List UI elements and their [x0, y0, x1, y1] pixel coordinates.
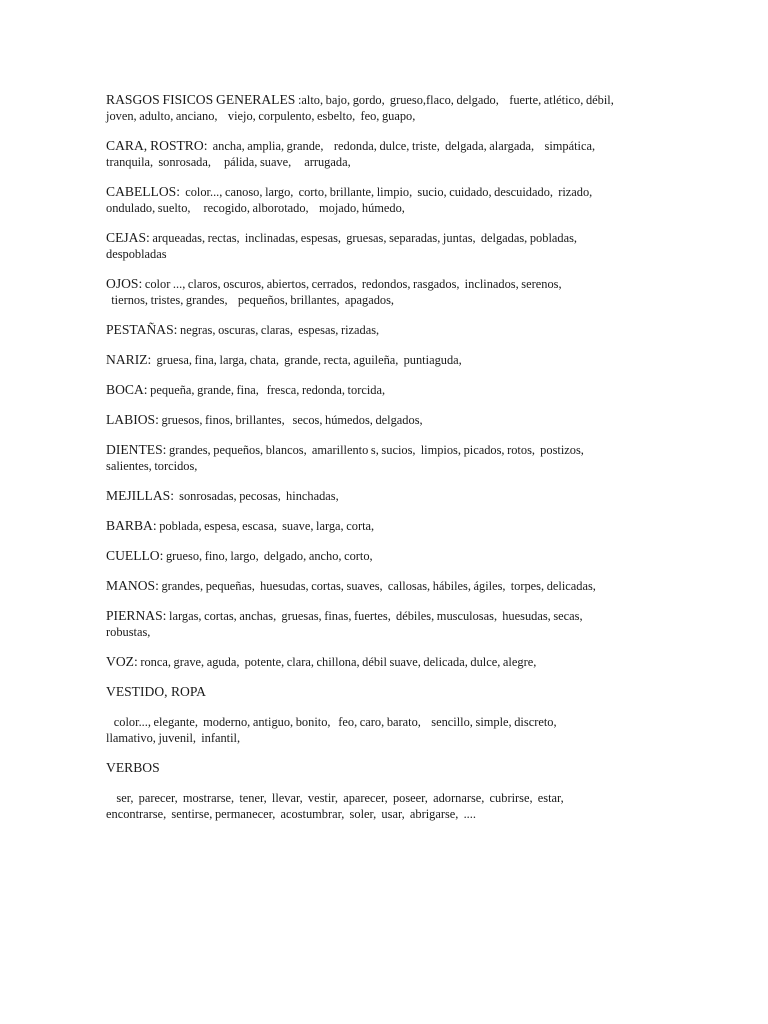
- entry-text: ronca, grave, aguda, potente, clara, chillona, débil suave, delicada, dulce, alegre,: [137, 655, 537, 669]
- entry-heading: PESTAÑAS:: [106, 322, 178, 337]
- entry-cara-rostro: [106, 138, 666, 170]
- section-body-verbos: ser, parecer, mostrarse, tener, llevar, vestir, aparecer, poseer, adornarse, cubrirse, estar, encontrarse, sentirse, permanecer, acostumbrar, soler, usar, abrigarse, ....: [106, 791, 564, 821]
- entry-barba: [106, 518, 666, 534]
- entry-heading: RASGOS FISICOS GENERALES: [106, 92, 296, 107]
- entry-piernas: [106, 608, 666, 640]
- entry-ojos: [106, 276, 666, 308]
- entry-heading: MANOS:: [106, 578, 159, 593]
- entry-text: color ..., claros, oscuros, abiertos, cerrados, redondos, rasgados, inclinados, serenos, tiernos, tristes, grandes, pequeños, brillantes, apagados,: [111, 277, 562, 307]
- section-title-verbos: VERBOS: [106, 760, 160, 775]
- entry-text: gruesa, fina, larga, chata, grande, recta, aguileña, puntiaguda,: [151, 353, 462, 367]
- entry-heading: VOZ:: [106, 654, 138, 669]
- entry-dientes: [106, 442, 666, 474]
- entry-voz: [106, 654, 666, 670]
- entry-heading: BOCA:: [106, 382, 148, 397]
- entry-text: ancha, amplia, grande, redonda, dulce, triste, delgada, alargada, simpática, tranquila, sonrosada, pálida, suave, arrugada,: [106, 139, 596, 169]
- entry-heading: CUELLO:: [106, 548, 164, 563]
- entry-labios: [106, 412, 666, 428]
- entry-text: :alto, bajo, gordo, grueso,flaco, delgado, fuerte, atlético, débil, joven, adulto, anciano, viejo, corpulento, esbelto, feo, guapo,: [106, 93, 614, 123]
- entry-text: arqueadas, rectas, inclinadas, espesas, gruesas, separadas, juntas, delgadas, pobladas, despobladas: [106, 231, 578, 261]
- entry-mejillas: [106, 488, 666, 504]
- entry-text: grueso, fino, largo, delgado, ancho, corto,: [163, 549, 373, 563]
- entry-text: sonrosadas, pecosas, hinchadas,: [173, 489, 339, 503]
- entry-manos: [106, 578, 666, 594]
- entry-cuello: [106, 548, 666, 564]
- entry-text: color..., canoso, largo, corto, brillante, limpio, sucio, cuidado, descuidado, rizado, ondulado, suelto, recogido, alborotado, mojado, húmedo,: [106, 185, 593, 215]
- section-body-vestido: color..., elegante, moderno, antiguo, bonito, feo, caro, barato, sencillo, simple, discreto, llamativo, juvenil, infantil,: [106, 715, 557, 745]
- entry-boca: [106, 382, 666, 398]
- entry-rasgos-fisicos: [106, 92, 666, 124]
- entry-text: negras, oscuras, claras, espesas, rizadas,: [177, 323, 380, 337]
- entry-heading: DIENTES:: [106, 442, 167, 457]
- entry-heading: OJOS:: [106, 276, 143, 291]
- entry-nariz: [106, 352, 666, 368]
- entry-heading: PIERNAS:: [106, 608, 167, 623]
- document-page: [106, 92, 666, 836]
- entry-heading: CARA, ROSTRO:: [106, 138, 208, 153]
- entry-text: gruesos, finos, brillantes, secos, húmedos, delgados,: [158, 413, 423, 427]
- entry-text: poblada, espesa, escasa, suave, larga, corta,: [156, 519, 375, 533]
- entry-heading: BARBA:: [106, 518, 157, 533]
- entry-text: grandes, pequeños, blancos, amarillento s, sucios, limpios, picados, rotos, postizos, salientes, torcidos,: [106, 443, 584, 473]
- entry-heading: NARIZ:: [106, 352, 152, 367]
- entry-heading: CEJAS:: [106, 230, 150, 245]
- entry-text: pequeña, grande, fina, fresca, redonda, torcida,: [147, 383, 386, 397]
- entry-cabellos: [106, 184, 666, 216]
- entry-heading: CABELLOS:: [106, 184, 181, 199]
- entry-heading: MEJILLAS:: [106, 488, 174, 503]
- entry-cejas: [106, 230, 666, 262]
- entry-pestanas: [106, 322, 666, 338]
- section-title-vestido: VESTIDO, ROPA: [106, 684, 206, 699]
- entry-text: largas, cortas, anchas, gruesas, finas, fuertes, débiles, musculosas, huesudas, secas, robustas,: [106, 609, 583, 639]
- entry-text: grandes, pequeñas, huesudas, cortas, suaves, callosas, hábiles, ágiles, torpes, delicadas,: [158, 579, 596, 593]
- entry-heading: LABIOS:: [106, 412, 159, 427]
